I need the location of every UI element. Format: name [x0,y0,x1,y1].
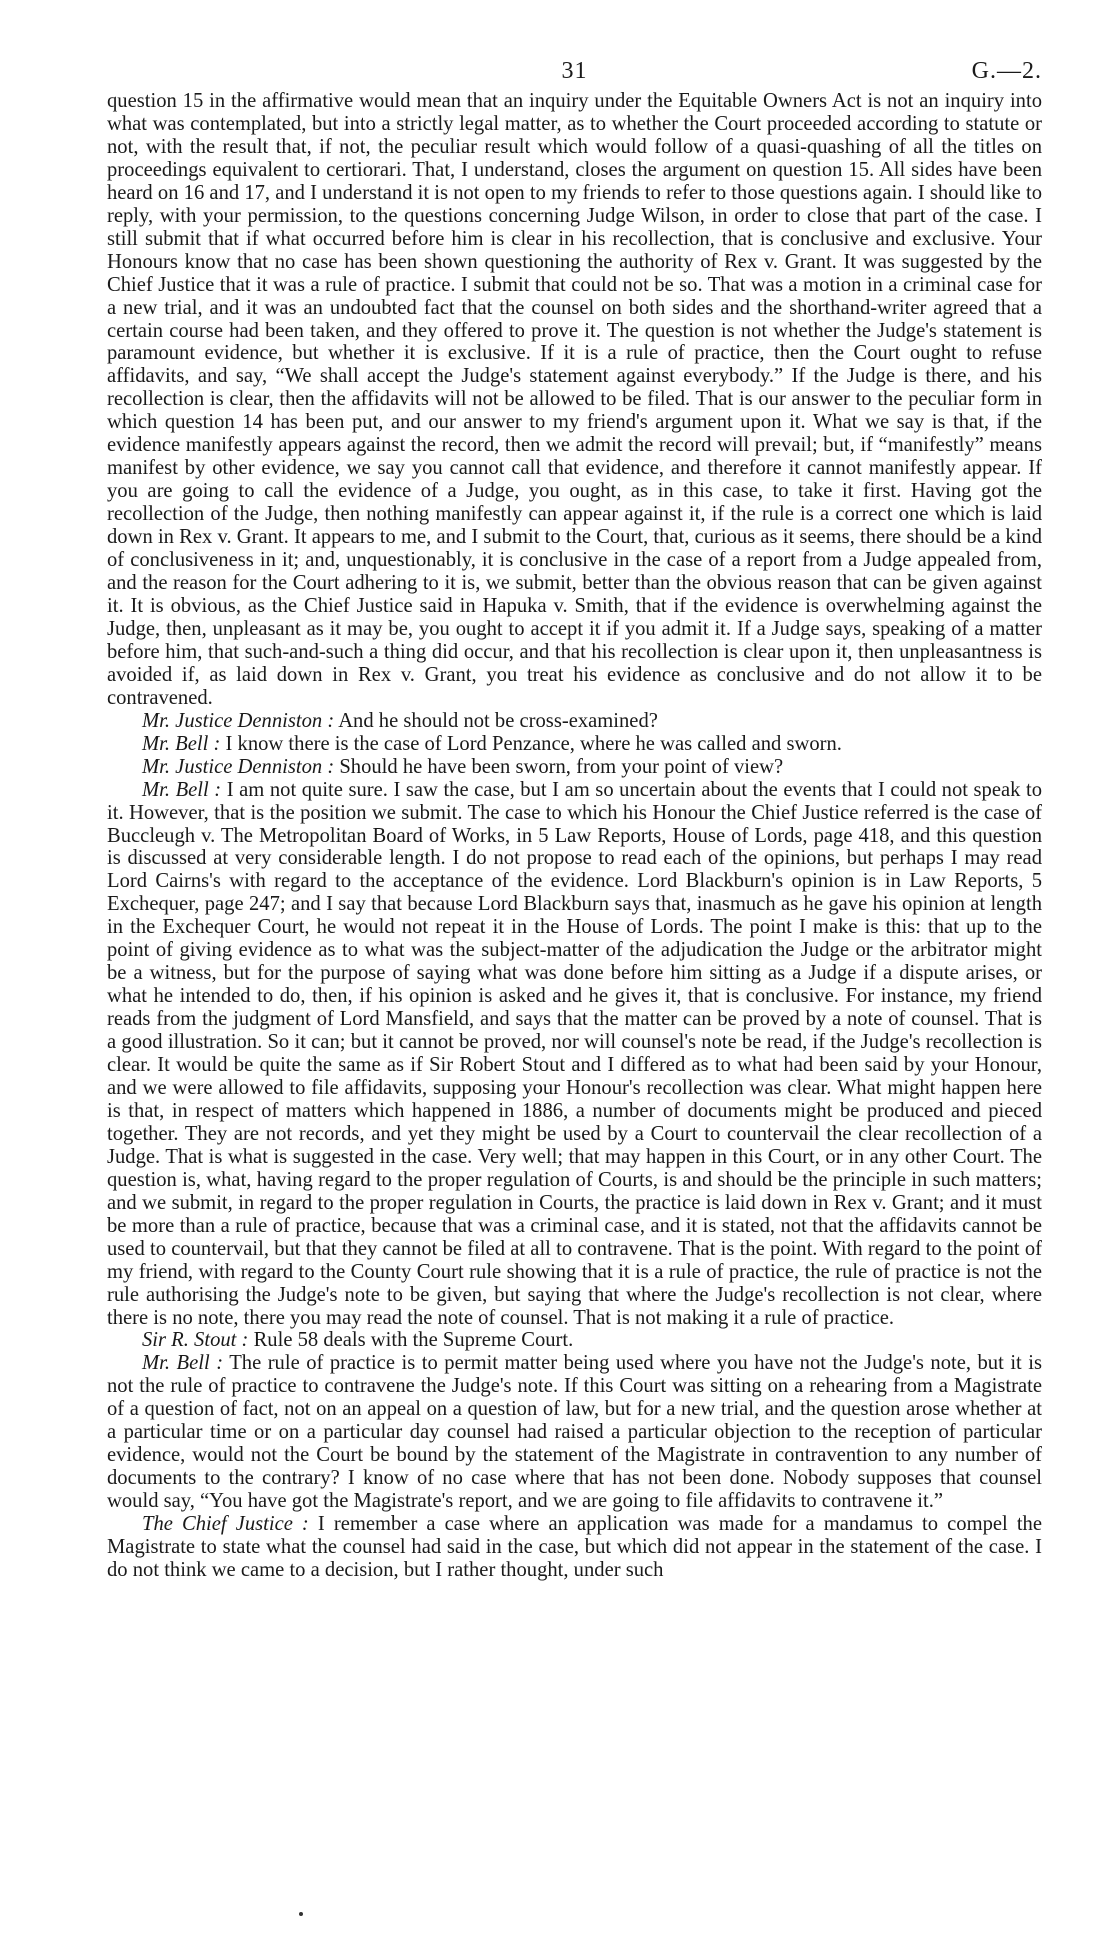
speaker-name: Sir R. Stout : [142,1329,249,1352]
paragraph-text: question 15 in the affirmative would mean that an inquiry under the Equitable Owners Act is not an inquiry into what was contemplated, but into a strictly legal matter, as to whether the Court proceeded according to statute or not, with the result that, if not, the peculiar result which would follow of a quasi-quashing of all the titles on proceedings equivalent to certiorari. That, I understand, closes the argument on question 15. All sides have been heard on 16 and 17, and I understand it is not open to my friends to refer to those questions again. I should like to reply, with your permission, to the questions concerning Judge Wilson, in order to close that part of the case. I still submit that if what occurred before him is clear in his recollection, that is conclusive and exclusive. Your Honours know that no case has been shown questioning the authority of Rex v. Grant. It was suggested by the Chief Justice that it was a rule of practice. I submit that could not be so. That was a motion in a criminal case for a new trial, and it was an undoubted fact that the counsel on both sides and the shorthand-writer agreed that a certain course had been taken, and they offered to prove it. The question is not whether the Judge's statement is paramount evidence, but whether it is exclusive. If it is a rule of practice, then the Court ought to refuse affidavits, and say, “We shall accept the Judge's statement against everybody.” If the Judge is there, and his recollection is clear, then the affidavits will not be allowed to be filed. That is our answer to the peculiar form in which question 14 has been put, and our answer to my friend's argument upon it. What we say is that, if the evidence manifestly appears against the record, then we admit the record will prevail; but, if “manifestly” means manifest by other evidence, we say you cannot call that evidence, and therefore it cannot manifestly appear. If you are going to call the evidence of a Judge, you ought, as in this case, to take it first. Having got the recollection of the Judge, then nothing manifestly can appear against it, if the rule is a correct one which is laid down in Rex v. Grant. It appears to me, and I submit to the Court, that, curious as it seems, there should be a kind of conclusiveness in it; and, unquestionably, it is conclusive in the case of a report from a Judge appealed from, and the reason for the Court adhering to it is, we submit, better than the obvious reason that can be given against it. It is obvious, as the Chief Justice said in Hapuka v. Smith, that if the evidence is overwhelming against the Judge, then, unpleasant as it may be, you ought to accept it if you admit it. If a Judge says, speaking of a matter before him, that such-and-such a thing did occur, and that his recollection is clear upon it, then unpleasantness is avoided if, as laid down in Rex v. Grant, you treat his evidence as conclusive and do not allow it to be contravened. [107,90,1042,709]
speaker-name: The Chief Justice : [142,1513,309,1536]
speaker-name: Mr. Bell : [142,1352,224,1375]
paragraph [107,1329,1042,1352]
series-code: G.—2. [971,58,1042,84]
ink-speck [299,1912,303,1916]
paragraph-text: Rule 58 deals with the Supreme Court. [253,1329,574,1352]
paragraph [107,779,1042,1330]
paragraph [107,90,1042,710]
page-header [107,0,1042,90]
speaker-name: Mr. Justice Denniston : [142,709,335,732]
speaker-name: Mr. Justice Denniston : [142,755,335,778]
paragraph [107,1513,1042,1582]
document-body [107,90,1042,1582]
paragraph-text: I know there is the case of Lord Penzance, where he was called and sworn. [225,732,842,755]
paragraph-text: Should he have been sworn, from your point of view? [339,755,784,778]
page-number: 31 [561,58,588,84]
paragraph-text: I remember a case where an application was made for a mandamus to compel the Magistrate to state what the counsel had said in the case, but which did not appear in the statement of the case. I do not think we came to a decision, but I rather thought, under such [107,1513,1042,1581]
speaker-name: Mr. Bell : [142,732,221,755]
paragraph-text: The rule of practice is to permit matter being used where you have not the Judge's note, but it is not the rule of practice to contravene the Judge's note. If this Court was sitting on a rehearing from a Magistrate of a question of fact, not on an appeal on a question of law, but for a new trial, and the question arose whether at a particular time or on a particular day counsel had raised a particular objection to the reception of particular evidence, would not the Court be bound by the statement of the Magistrate in contravention to any number of documents to the contrary? I know of no case where that has not been done. Nobody supposes that counsel would say, “You have got the Magistrate's report, and we are going to file affidavits to contravene it.” [107,1352,1042,1513]
paragraph-text: I am not quite sure. I saw the case, but I am so uncertain about the events that I could not speak to it. However, that is the position we submit. The case to which his Honour the Chief Justice referred is the case of Buccleugh v. The Metropolitan Board of Works, in 5 Law Reports, House of Lords, page 418, and this question is discussed at very considerable length. I do not propose to read each of the opinions, but perhaps I may read Lord Cairns's with regard to the acceptance of the evidence. Lord Blackburn's opinion is in Law Reports, 5 Exchequer, page 247; and I say that because Lord Blackburn says that, inasmuch as he gave his opinion at length in the Exchequer Court, he would not repeat it in the House of Lords. The point I make is this: that up to the point of giving evidence as to what was the subject-matter of the adjudication the Judge or the arbitrator might be a witness, but for the purpose of saying what was done before him sitting as a Judge if a dispute arises, or what he intended to do, then, if his opinion is asked and he gives it, that is conclusive. For instance, my friend reads from the judgment of Lord Mansfield, and says that the matter can be proved by a note of counsel. That is a good illustration. So it can; but it cannot be proved, nor will counsel's note be read, if the Judge's recollection is clear. It would be quite the same as if Sir Robert Stout and I differed as to what had been said by your Honour, and we were allowed to file affidavits, supposing your Honour's recollection was clear. What might happen here is that, in respect of matters which happened in 1886, a number of documents might be produced and pieced together. They are not records, and yet they might be used by a Court to countervail the clear recollection of a Judge. That is what is suggested in the case. Very well; that may happen in this Court, or in any other Court. The question is, what, having regard to the proper regulation of Courts, is and should be the principle in such matters; and we submit, in regard to the proper regulation in Courts, the practice is laid down in Rex v. Grant; and it must be more than a rule of practice, because that was a criminal case, and it is stated, not that the affidavits cannot be used to countervail, but that they cannot be filed at all to contravene. That is the point. With regard to the point of my friend, with regard to the County Court rule showing that it is a rule of practice, the rule of practice is not the rule authorising the Judge's note to be given, but saying that where the Judge's recollection is not clear, where there is no note, there you may read the note of counsel. That is not making it a rule of practice. [107,778,1042,1329]
paragraph [107,710,1042,733]
paragraph [107,733,1042,756]
speaker-name: Mr. Bell : [142,778,222,801]
paragraph [107,756,1042,779]
paragraph [107,1352,1042,1513]
paragraph-text: And he should not be cross-examined? [338,709,658,732]
document-page [107,0,1042,1582]
